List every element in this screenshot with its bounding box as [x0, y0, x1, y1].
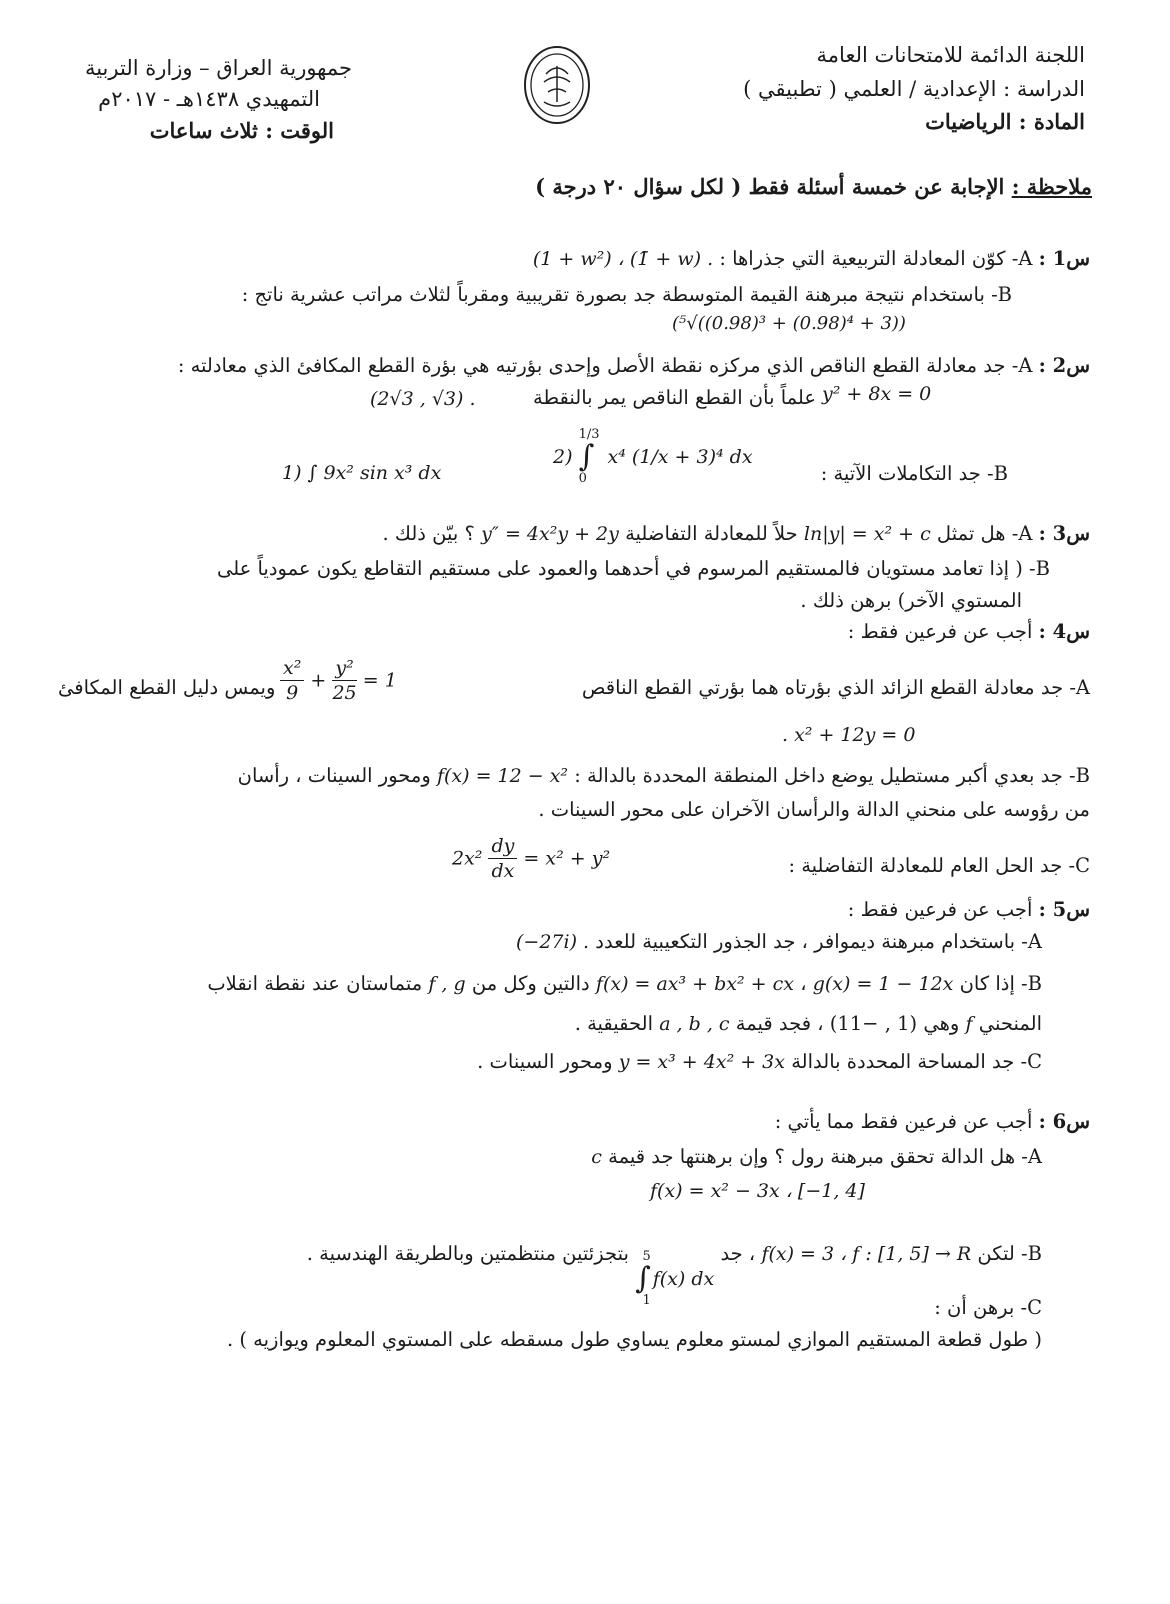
q5-c-math: y = x³ + 4x² + 3x — [618, 1051, 785, 1073]
q2-a-text2: علماً بأن القطع الناقص يمر بالنقطة — [533, 386, 816, 409]
header-study: الدراسة : الإعدادية / العلمي ( تطبيقي ) — [743, 77, 1085, 101]
q2-b-text: B- جد التكاملات الآتية : — [820, 462, 1008, 485]
q6-b-math1: f(x) = 3 ، f : [1, 5] → R — [761, 1243, 972, 1265]
q5-b-text1c: متماستان عند نقطة انقلاب — [207, 972, 423, 995]
q6-b-upper: 5 — [642, 1249, 651, 1264]
q6-c-text2: ( طول قطعة المستقيم الموازي لمستو معلوم يساوي طول مسقطه على المستوي المعلوم ويوازيه ) . — [226, 1328, 1042, 1351]
q4-c-pre: 2x² — [452, 847, 483, 870]
q1-a-math: (1 + w²) ، (1̄ + w) . — [532, 248, 714, 270]
note-label: ملاحظة : — [1011, 174, 1092, 199]
q2-b2-limits — [579, 424, 600, 490]
q4-c-math — [452, 834, 610, 883]
q6-b-limits — [635, 1246, 651, 1312]
integral-sign-icon: ∫ — [578, 439, 595, 474]
header-session: التمهيدي ١٤٣٨هـ - ٢٠١٧م — [98, 87, 320, 111]
q5-b-text2b: وهي (1 , −11) ، فجد قيمة — [735, 1012, 960, 1035]
q4-a-math2: . x² + 12y = 0 — [782, 724, 916, 746]
q6-number: س6 : — [1038, 1110, 1090, 1133]
q5-b-text1b: دالتين وكل من — [471, 972, 590, 995]
note-line — [535, 174, 1092, 199]
q6-a-math: f(x) = x² − 3x ، [−1, 4] — [650, 1180, 865, 1202]
q3-a-text2: حلاً للمعادلة التفاضلية — [625, 522, 798, 545]
q5-intro-text: أجب عن فرعين فقط : — [847, 898, 1033, 921]
q6-a-c: c — [591, 1146, 602, 1168]
q4-a-eq: = 1 — [362, 669, 397, 692]
q6-b-lower: 1 — [642, 1293, 651, 1308]
q4-a-frac1-den: 9 — [286, 682, 299, 704]
q3-a-text1: A- هل تمثل — [936, 522, 1033, 545]
q2-b2-body: x⁴ (1/x + 3)⁴ dx — [607, 446, 753, 468]
q3-b-line2: المستوي الآخر) برهن ذلك . — [800, 589, 1022, 612]
q5-c-text: C- جد المساحة المحددة بالدالة — [791, 1050, 1042, 1073]
q4-b-line2: من رؤوسه على منحني الدالة والرأسان الآخران على محور السينات . — [538, 798, 1090, 821]
q6-b-text1: B- لتكن — [977, 1242, 1042, 1265]
q4-c-frac — [488, 834, 517, 883]
q4-number: س4 : — [1038, 620, 1090, 643]
q1-a — [533, 245, 1090, 273]
q2-a-math1: y² + 8x = 0 — [822, 383, 932, 405]
header-republic: جمهورية العراق – وزارة التربية — [84, 56, 352, 80]
q6-a-text: A- هل الدالة تحقق مبرهنة رول ؟ وإن برهنتها جد قيمة — [608, 1145, 1042, 1168]
q5-a-text: A- باستخدام مبرهنة ديموافر ، جد الجذور التكعيبية للعدد — [595, 930, 1042, 953]
q4-c-frac-num: dy — [488, 834, 517, 859]
q5-b-text2: المنحني — [978, 1012, 1042, 1035]
q1-a-text: A- كوّن المعادلة التربيعية التي جذراها : — [719, 247, 1033, 270]
q5-b-text1: B- إذا كان — [959, 972, 1042, 995]
q4-a-frac2 — [332, 656, 356, 705]
q5-b-text2c: الحقيقية . — [574, 1012, 653, 1035]
q6-intro-text: أجب عن فرعين فقط مما يأتي : — [774, 1110, 1033, 1133]
q5-c-text2: ومحور السينات . — [477, 1050, 613, 1073]
q2-b-integral1: 1) ∫ 9x² sin x³ dx — [282, 462, 442, 484]
q3-a — [383, 520, 1090, 548]
q4-c-post: = x² + y² — [523, 847, 611, 870]
q4-c-text: C- جد الحل العام للمعادلة التفاضلية : — [788, 854, 1090, 877]
q4-a-text1: A- جد معادلة القطع الزائد الذي بؤرتاه هما بؤرتي القطع الناقص — [581, 676, 1090, 699]
q4-a-frac1-num: x² — [280, 656, 304, 681]
q4-intro-text: أجب عن فرعين فقط : — [847, 620, 1033, 643]
q4-b-line1 — [238, 762, 1090, 790]
q4-b-text1: B- جد بعدي أكبر مستطيل يوضع داخل المنطقة المحددة بالدالة : — [574, 764, 1090, 787]
q3-a-math1: ln|y| = x² + c — [803, 523, 931, 545]
q5-b-math4: f — [965, 1013, 973, 1035]
q5-a-math: (−27i) . — [516, 931, 590, 953]
q2-b-integral2 — [553, 424, 753, 490]
q3-a-math2: y″ = 4x²y + 2y — [481, 523, 619, 545]
q6-b-body: f(x) dx — [652, 1268, 715, 1290]
q4-c-frac-den: dx — [491, 860, 515, 882]
q4-a-text2: ويمس دليل القطع المكافئ — [58, 676, 276, 699]
q3-number: س3 : — [1038, 522, 1090, 545]
q4-a-frac1 — [280, 656, 304, 705]
q2-number: س2 : — [1038, 354, 1090, 377]
q5-a — [516, 928, 1042, 956]
q5-b-math1: f(x) = ax³ + bx² + cx — [595, 973, 794, 995]
header-committee: اللجنة الدائمة للامتحانات العامة — [816, 43, 1085, 67]
q5-b-math5: a , b , c — [659, 1013, 730, 1035]
q1-b-math: (⁵√((0.98)³ + (0.98)⁴ + 3)) — [672, 313, 906, 334]
q6-c-text: C- برهن أن : — [934, 1296, 1042, 1319]
q3-b-line1: B- ( إذا تعامد مستويان فالمستقيم المرسوم في أحدهما والعمود على مستقيم التقاطع يكون عمودياً على — [216, 557, 1050, 580]
q5-b-line1: B- إذا كان f(x) = ax³ + bx² + cx ، g(x) = 1 − 12x دالتين وكل من f , g متماستان عند نقطة انقلاب — [207, 972, 1042, 995]
q6-b-text3: بتجزئتين منتظمتين وبالطريقة الهندسية . — [306, 1242, 629, 1265]
q5-intro — [848, 896, 1090, 924]
integral-sign-icon: ∫ — [635, 1261, 651, 1296]
q4-a-frac2-den: 25 — [332, 682, 357, 704]
q2-b2-upper: 1/3 — [578, 427, 600, 442]
q5-b-math2: g(x) = 1 − 12x — [812, 973, 954, 995]
q2-b2-label: 2) — [553, 446, 573, 468]
q4-b-math: f(x) = 12 − x² — [436, 765, 569, 787]
q5-b-math3: f , g — [428, 973, 466, 995]
note-text: الإجابة عن خمسة أسئلة فقط ( لكل سؤال ٢٠ درجة ) — [535, 174, 1005, 199]
q5-number: س5 : — [1038, 898, 1090, 921]
q2-a-text: A- جد معادلة القطع الناقص الذي مركزه نقطة الأصل وإحدى بؤرتيه هي بؤرة القطع المكافئ الذي معادلته : — [177, 354, 1033, 377]
q4-intro — [848, 618, 1090, 646]
q4-b-text1b: ومحور السينات ، رأسان — [237, 764, 431, 787]
ministry-seal-icon — [522, 44, 592, 126]
q6-a — [591, 1143, 1042, 1171]
q1-number: س1 : — [1038, 247, 1090, 270]
q5-c — [477, 1048, 1042, 1076]
q1-b-text: B- باستخدام نتيجة مبرهنة القيمة المتوسطة جد بصورة تقريبية ومقرباً لثلاث مراتب عشرية ناتج : — [241, 283, 1012, 306]
q2-a-line1 — [178, 352, 1090, 380]
q4-a-ellipse: $\frac{\text{x²}}{9}$ + $\frac{\text{y²}}{25}$ = 1 — [280, 656, 397, 705]
q3-a-text3: ؟ بيّن ذلك . — [382, 522, 475, 545]
q2-b2-lower: 0 — [578, 471, 587, 486]
q5-b-line2 — [575, 1010, 1042, 1038]
q4-a-frac2-num: y² — [332, 656, 356, 681]
q6-b — [307, 1240, 1042, 1312]
q6-b-integral — [635, 1246, 714, 1312]
q6-intro — [775, 1108, 1090, 1136]
q6-b-text2: ، جد — [720, 1242, 756, 1265]
q2-a-math2: (2√3 , √3) . — [370, 388, 476, 410]
header-time: الوقت : ثلاث ساعات — [149, 118, 334, 143]
header-subject: المادة : الرياضيات — [925, 109, 1085, 134]
